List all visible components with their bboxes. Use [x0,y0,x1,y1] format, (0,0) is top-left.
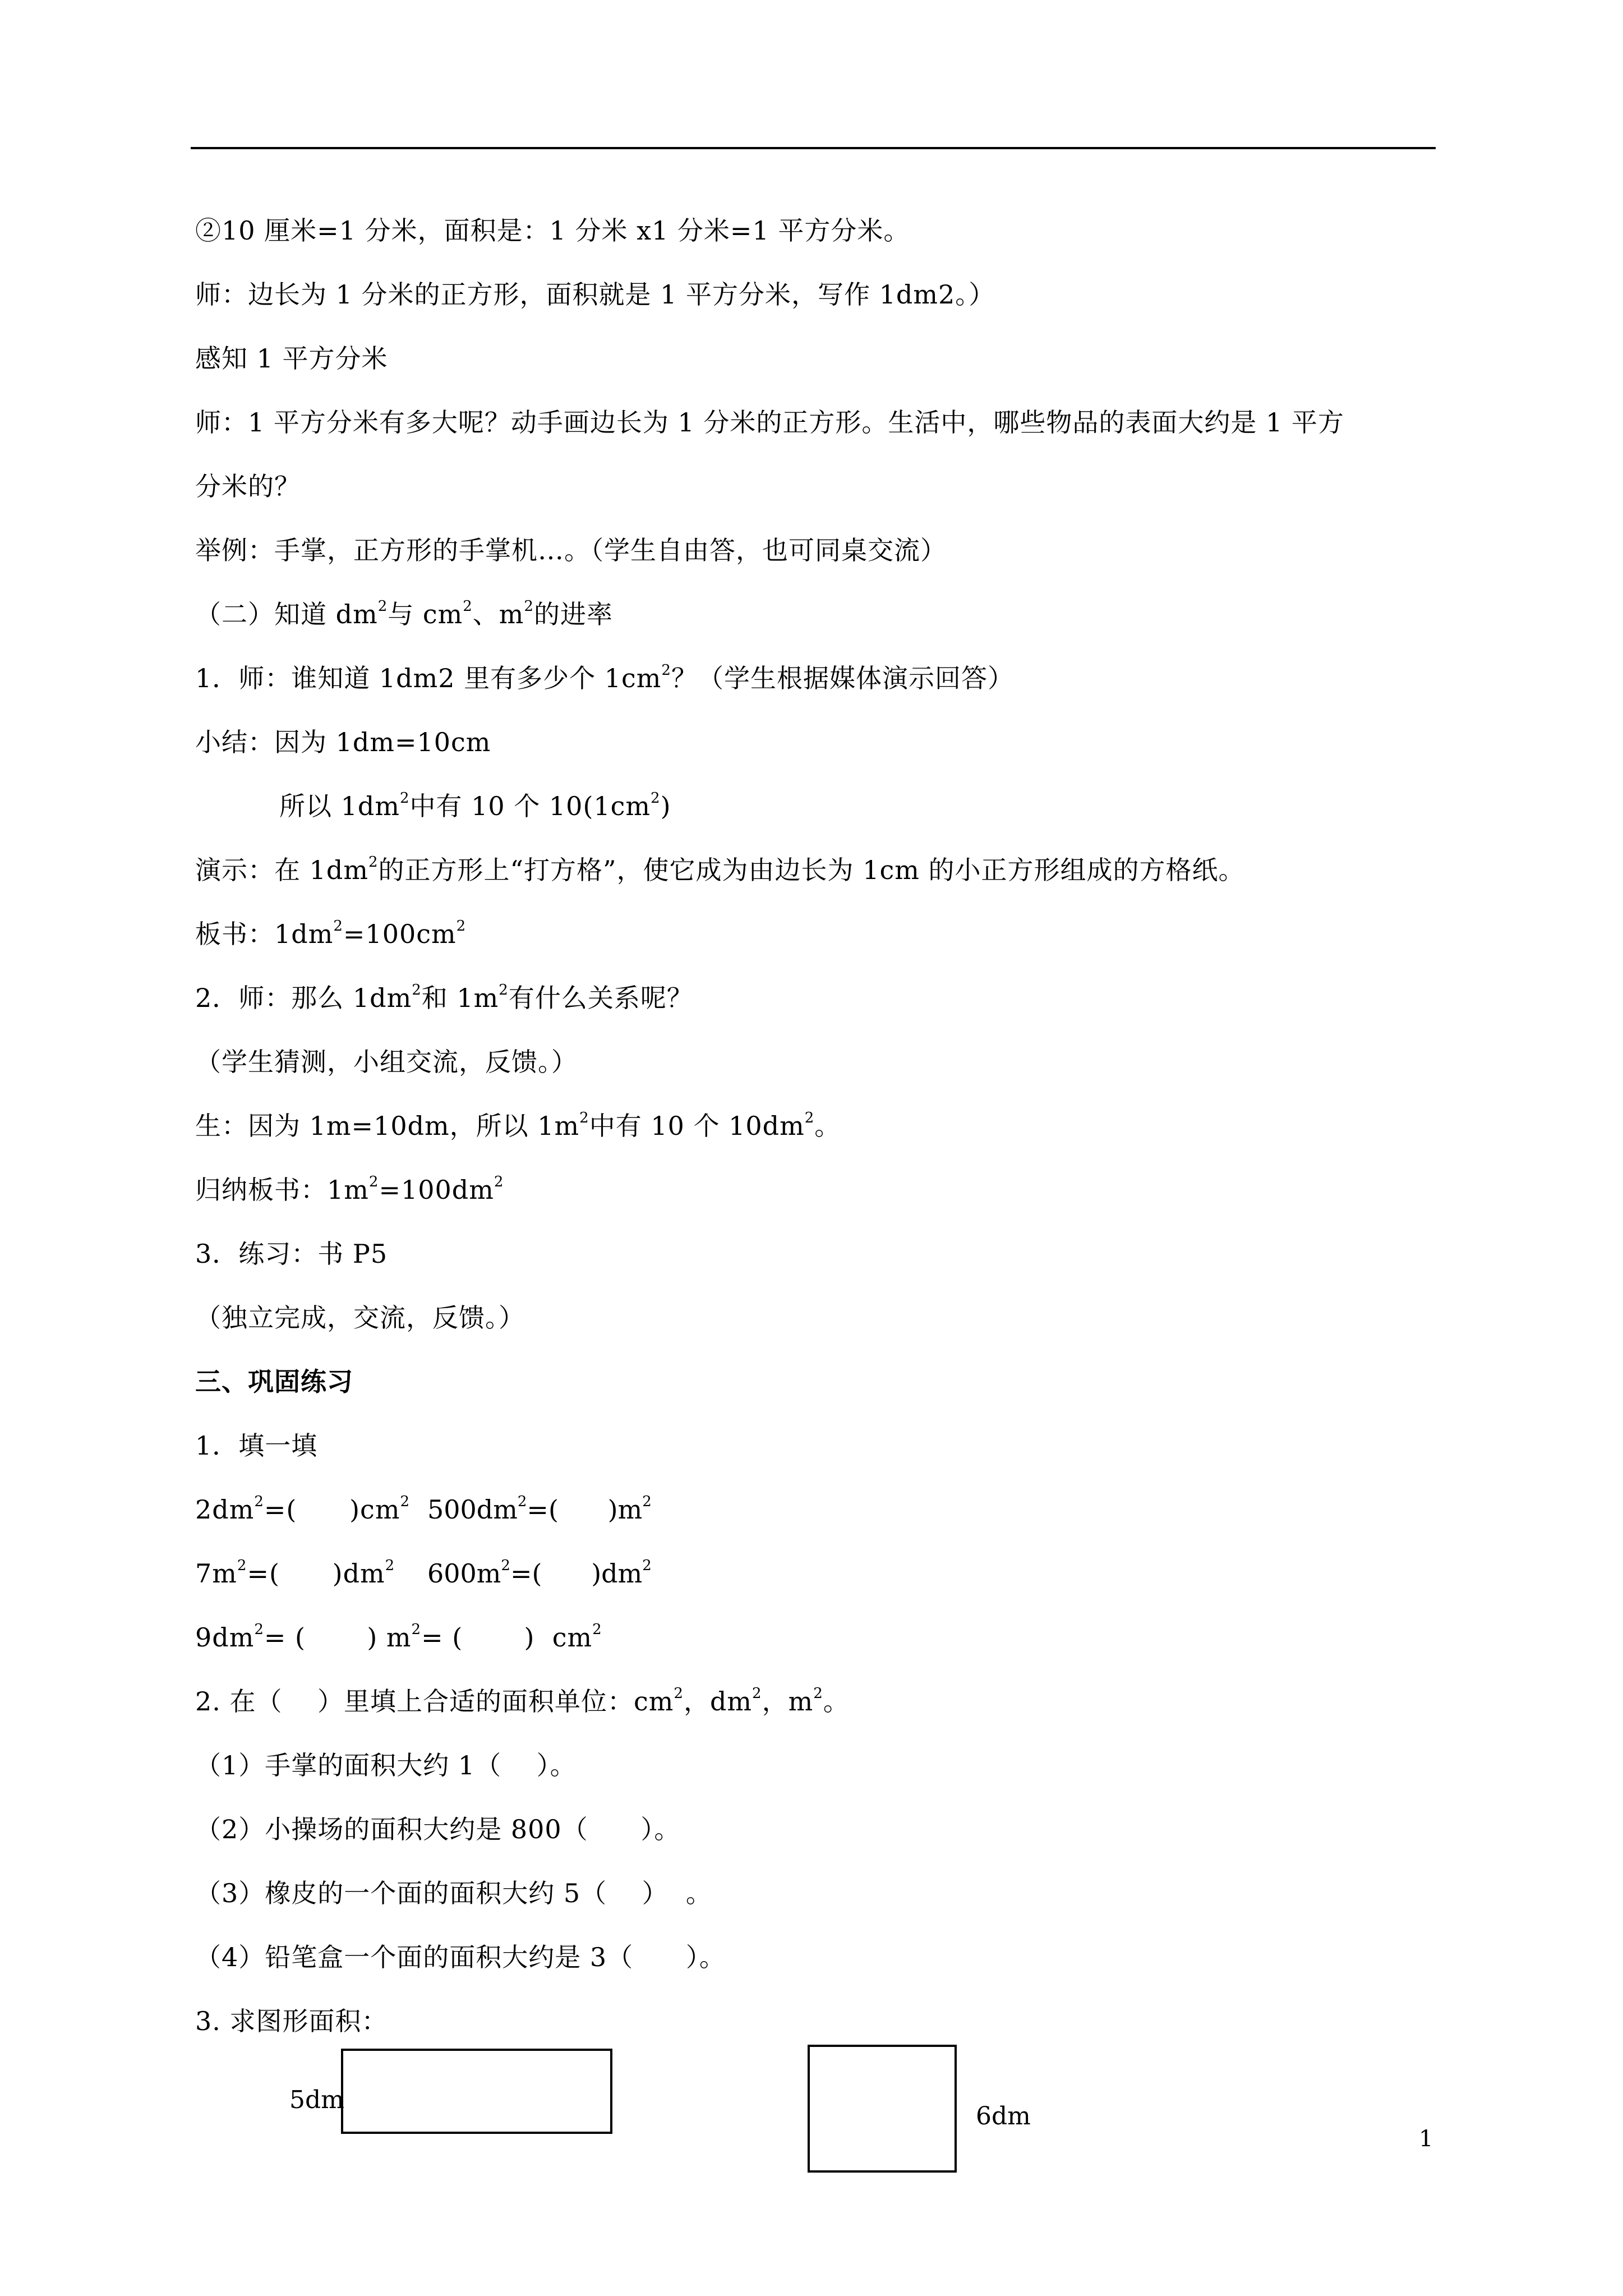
text-line: 师：边长为 1 分米的正方形，面积就是 1 平方分米，写作 1dm2。） [195,279,995,310]
exercise-line: 2. 在（ ）里填上合适的面积单位：$cm^2$，$dm^2$，$m^2$。 [195,1685,850,1717]
text-line: 感知 1 平方分米 [195,343,388,374]
rectangle-figure [341,2049,612,2134]
text-line: 所以 $1dm^2$中有 10 个 $10(1cm^2)$ [279,790,671,821]
rectangle-label: 5dm [289,2086,344,2114]
exercise-line: （2）小操场的面积大约是 800（ ）。 [195,1814,681,1844]
text-line: 生：因为 1m=10dm，所以 $1m^2$中有 10 个 $10dm^2$。 [195,1110,841,1141]
exercise-line: （4）铅笔盒一个面的面积大约是 3（ ）。 [195,1942,726,1972]
exercise-line: $500dm^2=$( )$m^2$ [427,1493,652,1525]
text-line: 归纳板书：$1m^2=100dm^2$ [195,1174,504,1205]
text-line: ②10 厘米=1 分米，面积是：1 分米 x1 分米=1 平方分米。 [195,215,910,246]
text-line: 师：1 平方分米有多大呢？动手画边长为 1 分米的正方形。生活中，哪些物品的表面大约是 1 平方 [195,407,1344,438]
header-rule [191,147,1436,149]
page-number: 1 [1419,2126,1433,2152]
text-line: 小结：因为 1dm=10cm [195,727,491,757]
text-line: 举例：手掌，正方形的手掌机…。（学生自由答，也可同桌交流） [195,535,947,565]
text-line: （独立完成，交流，反馈。） [195,1303,525,1333]
text-line: 1．师：谁知道 1dm2 里有多少个 $1cm^2$？（学生根据媒体演示回答） [195,662,1014,693]
text-line: 板书：$1dm^2=100cm^2$ [195,918,467,949]
text-line: 演示：在 $1dm^2$的正方形上“打方格”，使它成为由边长为 1cm 的小正方形组成的方格纸。 [195,854,1245,885]
text-line: 2．师：那么 $1dm^2$和 $1m^2$有什么关系呢？ [195,982,693,1013]
exercise-line: （1）手掌的面积大约 1（ ）。 [195,1750,577,1780]
text-line: 1．填一填 [195,1430,318,1461]
exercise-line: 3. 求图形面积： [195,2006,388,2036]
exercise-line: （3）橡皮的一个面的面积大约 5（ ） 。 [195,1878,712,1908]
square-label: 6dm [976,2102,1031,2131]
section-heading: 三、巩固练习 [195,1366,353,1397]
exercise-line: $7m^2=$( )$dm^2$ [195,1557,395,1589]
exercise-line: $9dm^2=$ ( ) $m^2=$ ( ) $cm^2$ [195,1621,602,1653]
square-figure [808,2045,957,2173]
exercise-line: $600m^2=$( )$dm^2$ [427,1557,652,1589]
text-line: （学生猜测，小组交流，反馈。） [195,1047,578,1077]
exercise-line: $2dm^2=$( )$cm^2$ [195,1493,410,1525]
text-line: 分米的？ [195,471,301,501]
text-line: 3．练习：书 P5 [195,1239,388,1269]
section-heading: （二）知道 $dm^2$与 $cm^2$、$m^2$的进率 [195,598,613,629]
